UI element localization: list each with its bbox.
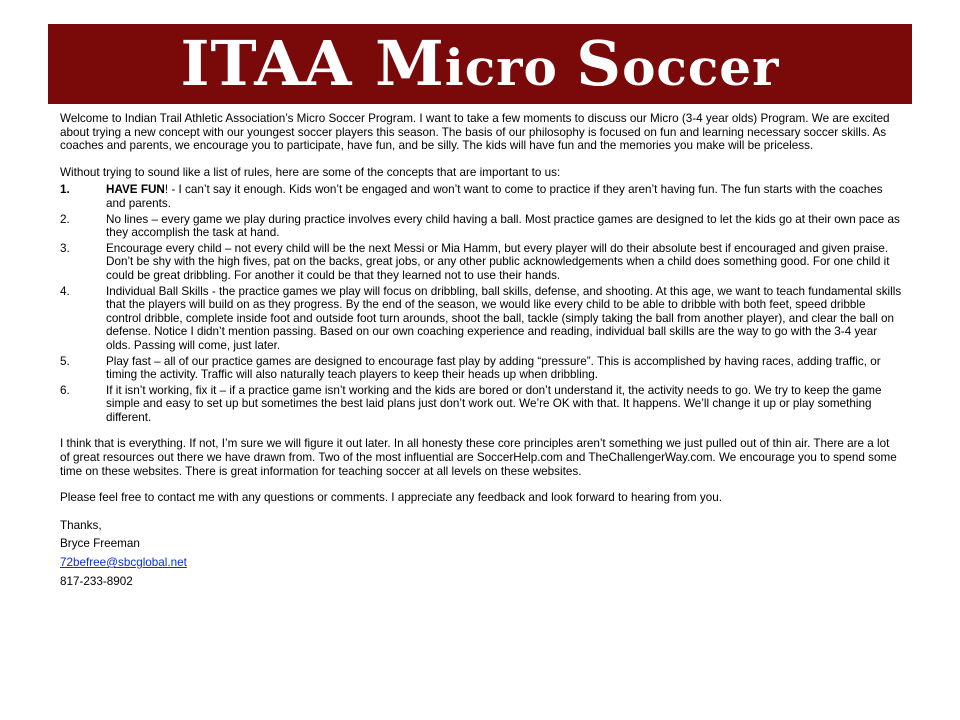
title-part: M [375, 27, 445, 100]
list-text: ! - I can’t say it enough. Kids won’t be engaged and won’t want to come to practice if they aren’t having fun. The fun starts with the coaches and parents. [106, 183, 883, 210]
list-number: 6. [60, 383, 70, 397]
email-link[interactable]: 72befree@sbcglobal.net [60, 556, 187, 570]
signature-block [60, 519, 902, 588]
list-text: Play fast – all of our practice games are designed to encourage fast play by adding “pressure”. This is accomplished by having races, adding traffic, or timing the activity. Traffic will also naturally teach players to keep their heads up when dribbling. [106, 354, 881, 382]
list-text: No lines – every game we play during practice involves every child having a ball. Most practice games are designed to let the kids go at their own pace as they accomplish the task at hand. [106, 212, 900, 240]
concepts-intro: Without trying to sound like a list of rules, here are some of the concepts that are important to us: [60, 165, 561, 179]
letter-body [60, 112, 902, 593]
title-part: TAA [210, 27, 376, 100]
list-item [60, 242, 902, 283]
list-text: Encourage every child – not every child will be the next Messi or Mia Hamm, but every player will do their absolute best if encouraged and given praise. Don’t be shy with the high fives, pat on the backs, great jobs, or any other public acknowledgements when a child does something good. For one child it could be great dribbling. For another it could be that they learned not to use their hands. [106, 241, 890, 282]
list-item [60, 213, 902, 240]
list-lead: HAVE FUN [106, 183, 165, 197]
list-item [60, 183, 902, 210]
list-item [60, 355, 902, 382]
title-part: S [576, 27, 623, 100]
author-name: Bryce Freeman [60, 537, 140, 551]
closing-paragraph: I think that is everything. If not, I’m sure we will figure it out later. In all honesty these core principles aren’t something we just pulled out of thin air. There are a lot of great resources out there we have drawn from. Two of the most influential are SoccerHelp.com and TheChallengerWay.com. We encourage you to spend some time on these websites. There is great information for teaching soccer at all levels on these websites. [60, 437, 897, 478]
list-text: If it isn’t working, fix it – if a practice game isn’t working and the kids are bored or don’t understand it, the activity needs to go. We try to keep the game simple and easy to set up but sometimes the best laid plans just don’t work out. We’re OK with that. It happens. We’ll change it up or play something different. [106, 383, 882, 424]
list-number: 3. [60, 241, 70, 255]
list-number: 2. [60, 212, 70, 226]
list-item [60, 285, 902, 353]
intro-paragraph: Welcome to Indian Trail Athletic Association’s Micro Soccer Program. I want to take a few moments to discuss our Micro (3-4 year olds) Program. We are excited about trying a new concept with our youngest soccer players this season. The basis of our philosophy is focused on fun and learning necessary soccer skills. As coaches and parents, we encourage you to participate, have fun, and be silly. The kids will have fun and the memories you make will be priceless. [60, 112, 890, 153]
list-text: Individual Ball Skills - the practice games we play will focus on dribbling, ball skills, defense, and shooting. At this age, we want to teach fundamental skills that the players will build on as they progress. By the end of the season, we would like every child to be able to dribble with both feet, speed dribble control dribble, complete inside foot and outside foot turn arounds, shoot the ball, tackle (simply taking the ball from another player), and clear the ball on defense. Notice I didn’t mention passing. Based on our own coaching experience and reading, individual ball skills are the way to go with the 3-4 year olds. Passing will come, just later. [106, 284, 902, 352]
list-item [60, 384, 902, 425]
contact-paragraph: Please feel free to contact me with any questions or comments. I appreciate any feedback and look forward to hearing from you. [60, 491, 722, 505]
phone-number: 817-233-8902 [60, 574, 133, 588]
list-number: 5. [60, 354, 70, 368]
signoff: Thanks, [60, 518, 102, 532]
list-number: 1. [60, 183, 70, 197]
page-title [180, 27, 780, 100]
concepts-list [60, 183, 902, 424]
title-part: icro [444, 38, 577, 97]
list-number: 4. [60, 284, 70, 298]
title-part: occer [622, 38, 780, 97]
title-part: I [180, 27, 211, 100]
title-banner [48, 24, 912, 104]
